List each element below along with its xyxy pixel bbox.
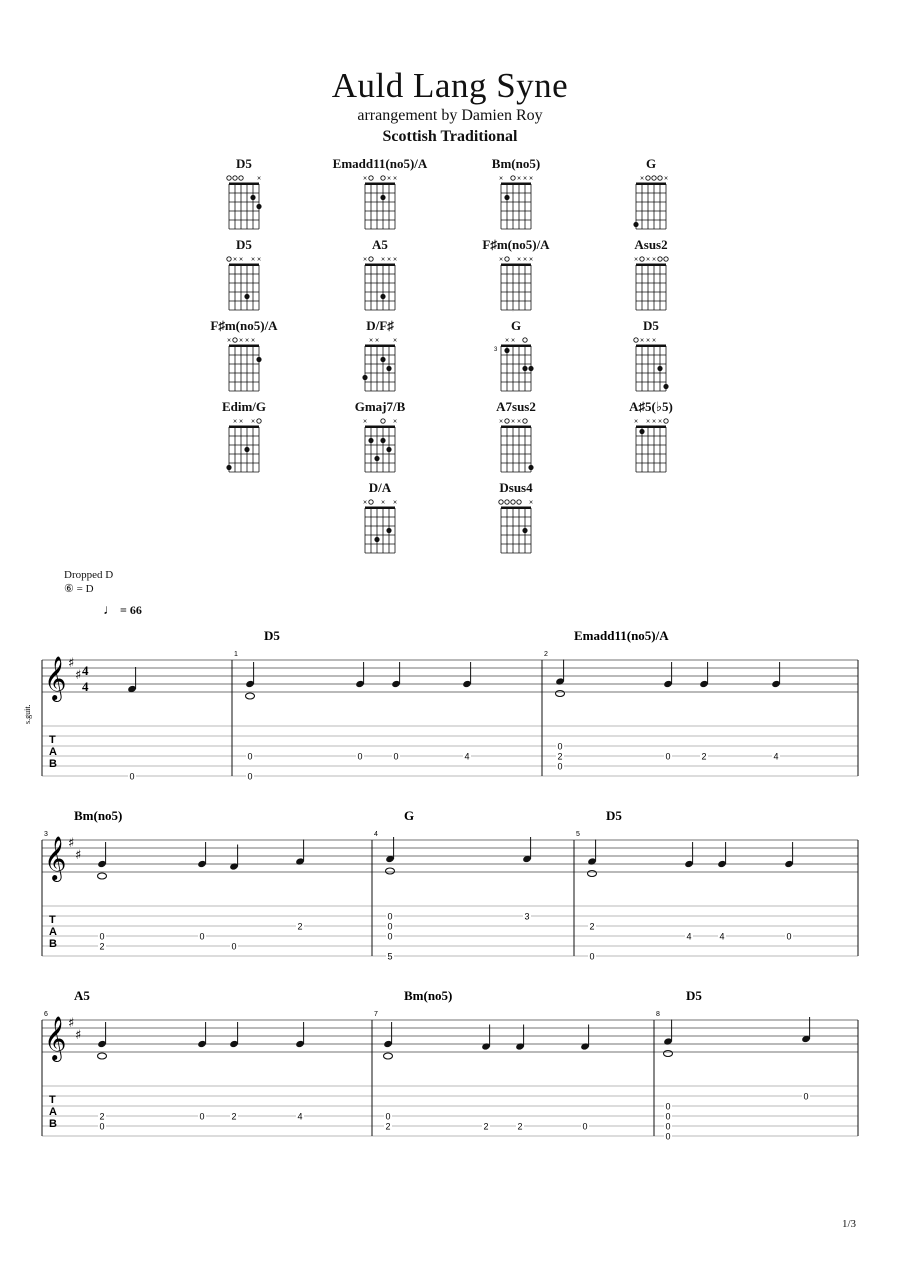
svg-text:♯: ♯ xyxy=(75,1028,82,1043)
svg-text:B: B xyxy=(49,1118,57,1130)
svg-text:D5: D5 xyxy=(606,808,622,823)
composer: Scottish Traditional xyxy=(382,128,518,145)
svg-text:2: 2 xyxy=(544,651,548,658)
svg-text:×: × xyxy=(645,337,651,345)
svg-text:×: × xyxy=(633,418,639,426)
svg-text:×: × xyxy=(522,256,528,264)
svg-text:2: 2 xyxy=(99,941,105,952)
chord-name: D/A xyxy=(368,480,392,495)
svg-text:×: × xyxy=(645,256,651,264)
svg-text:5: 5 xyxy=(576,831,580,838)
tempo-value: = 66 xyxy=(120,603,142,617)
svg-text:T: T xyxy=(49,734,56,746)
svg-text:×: × xyxy=(516,418,522,426)
svg-text:T: T xyxy=(49,1094,56,1106)
chord-name: Asus2 xyxy=(634,237,668,252)
svg-text:2: 2 xyxy=(517,1121,523,1132)
svg-text:×: × xyxy=(374,337,380,345)
svg-text:D5: D5 xyxy=(264,628,280,643)
svg-text:0: 0 xyxy=(589,951,595,962)
svg-text:0: 0 xyxy=(231,941,237,952)
svg-text:×: × xyxy=(528,499,534,507)
chord-name: D5 xyxy=(643,318,659,333)
svg-text:♯: ♯ xyxy=(68,1016,75,1031)
svg-text:Bm(no5): Bm(no5) xyxy=(404,988,453,1003)
svg-text:×: × xyxy=(392,499,398,507)
svg-text:×: × xyxy=(510,418,516,426)
svg-text:0: 0 xyxy=(387,911,393,922)
svg-text:×: × xyxy=(250,418,256,426)
svg-text:0: 0 xyxy=(582,1121,588,1132)
svg-text:0: 0 xyxy=(557,741,563,752)
svg-text:2: 2 xyxy=(385,1121,391,1132)
chord-name: D5 xyxy=(236,156,252,171)
svg-text:×: × xyxy=(498,418,504,426)
svg-text:♯: ♯ xyxy=(68,656,75,671)
svg-text:3: 3 xyxy=(494,347,498,353)
svg-text:×: × xyxy=(522,175,528,183)
svg-text:D5: D5 xyxy=(686,988,702,1003)
svg-text:7: 7 xyxy=(374,1011,378,1018)
svg-text:×: × xyxy=(380,256,386,264)
chord-name: Bm(no5) xyxy=(491,156,541,171)
svg-text:×: × xyxy=(362,175,368,183)
svg-text:×: × xyxy=(528,256,534,264)
svg-text:s.guit.: s.guit. xyxy=(23,704,32,724)
svg-text:6: 6 xyxy=(44,1011,48,1018)
svg-text:B: B xyxy=(49,938,57,950)
svg-text:4: 4 xyxy=(297,1111,303,1122)
svg-text:2: 2 xyxy=(483,1121,489,1132)
svg-text:T: T xyxy=(49,914,56,926)
svg-text:×: × xyxy=(516,175,522,183)
svg-text:0: 0 xyxy=(665,1101,671,1112)
svg-text:0: 0 xyxy=(665,1131,671,1142)
svg-text:2: 2 xyxy=(99,1111,105,1122)
chord-name: Dsus4 xyxy=(499,480,533,495)
page-number: 1/3 xyxy=(841,1218,856,1230)
svg-text:G: G xyxy=(404,808,415,823)
svg-text:×: × xyxy=(256,256,262,264)
svg-text:4: 4 xyxy=(464,751,470,762)
svg-text:4: 4 xyxy=(719,931,725,942)
svg-text:×: × xyxy=(386,256,392,264)
svg-text:×: × xyxy=(232,256,238,264)
svg-text:0: 0 xyxy=(99,931,105,942)
svg-text:×: × xyxy=(362,499,368,507)
svg-text:×: × xyxy=(498,175,504,183)
svg-text:3: 3 xyxy=(44,831,48,838)
svg-text:A: A xyxy=(49,746,57,758)
svg-text:×: × xyxy=(528,175,534,183)
system xyxy=(42,988,858,1142)
svg-text:×: × xyxy=(232,418,238,426)
svg-text:×: × xyxy=(651,337,657,345)
chord-name: D5 xyxy=(236,237,252,252)
svg-text:×: × xyxy=(256,175,262,183)
svg-text:0: 0 xyxy=(665,751,671,762)
svg-text:A: A xyxy=(49,1106,57,1118)
svg-text:A5: A5 xyxy=(74,988,90,1003)
chord-name: A7sus2 xyxy=(496,399,536,414)
svg-text:0: 0 xyxy=(786,931,792,942)
svg-text:×: × xyxy=(392,175,398,183)
quarter-note-icon: ♩ xyxy=(103,603,117,618)
svg-text:×: × xyxy=(392,337,398,345)
svg-text:×: × xyxy=(651,418,657,426)
svg-text:2: 2 xyxy=(231,1111,237,1122)
system xyxy=(42,808,858,962)
svg-text:×: × xyxy=(504,337,510,345)
svg-text:×: × xyxy=(362,256,368,264)
chord-name: D/F♯ xyxy=(366,318,394,333)
chord-name: Emadd11(no5)/A xyxy=(332,156,428,171)
svg-text:4: 4 xyxy=(82,663,89,678)
svg-text:5: 5 xyxy=(387,951,393,962)
svg-text:Emadd11(no5)/A: Emadd11(no5)/A xyxy=(574,628,669,643)
svg-text:4: 4 xyxy=(686,931,692,942)
svg-text:×: × xyxy=(368,337,374,345)
svg-text:2: 2 xyxy=(701,751,707,762)
svg-text:×: × xyxy=(510,337,516,345)
svg-text:×: × xyxy=(238,337,244,345)
svg-text:0: 0 xyxy=(129,771,135,782)
svg-text:×: × xyxy=(238,418,244,426)
svg-text:0: 0 xyxy=(247,751,253,762)
chord-name: Gmaj7/B xyxy=(354,399,406,414)
svg-text:𝄞: 𝄞 xyxy=(44,656,67,700)
svg-text:×: × xyxy=(362,418,368,426)
svg-text:B: B xyxy=(49,758,57,770)
svg-text:2: 2 xyxy=(297,921,303,932)
chord-name: A♯5(♭5) xyxy=(629,399,673,414)
svg-text:×: × xyxy=(380,499,386,507)
svg-text:0: 0 xyxy=(665,1111,671,1122)
chord-name: Edim/G xyxy=(221,399,267,414)
svg-text:×: × xyxy=(238,256,244,264)
svg-text:×: × xyxy=(516,256,522,264)
svg-text:×: × xyxy=(657,418,663,426)
song-title: Auld Lang Syne xyxy=(331,66,569,105)
tuning-string-note: ⑥ = D xyxy=(64,583,94,595)
svg-text:×: × xyxy=(639,337,645,345)
svg-text:0: 0 xyxy=(199,931,205,942)
svg-text:×: × xyxy=(392,256,398,264)
svg-text:×: × xyxy=(392,418,398,426)
svg-text:0: 0 xyxy=(99,1121,105,1132)
svg-text:×: × xyxy=(244,337,250,345)
svg-text:8: 8 xyxy=(656,1011,660,1018)
svg-text:×: × xyxy=(645,418,651,426)
svg-text:𝄞: 𝄞 xyxy=(44,836,67,880)
svg-text:0: 0 xyxy=(199,1111,205,1122)
system xyxy=(23,628,858,782)
svg-text:0: 0 xyxy=(803,1091,809,1102)
tuning-name: Dropped D xyxy=(64,569,114,581)
arrangement-credit: arrangement by Damien Roy xyxy=(357,107,543,124)
svg-text:2: 2 xyxy=(557,751,563,762)
svg-text:0: 0 xyxy=(247,771,253,782)
chord-name: F♯m(no5)/A xyxy=(482,237,550,252)
svg-text:0: 0 xyxy=(557,761,563,772)
svg-text:𝄞: 𝄞 xyxy=(44,1016,67,1060)
svg-text:4: 4 xyxy=(82,679,89,694)
svg-text:0: 0 xyxy=(387,931,393,942)
svg-text:Bm(no5): Bm(no5) xyxy=(74,808,123,823)
svg-text:×: × xyxy=(633,256,639,264)
chord-name: A5 xyxy=(372,237,388,252)
svg-text:×: × xyxy=(386,175,392,183)
svg-text:×: × xyxy=(651,256,657,264)
svg-text:0: 0 xyxy=(357,751,363,762)
svg-text:×: × xyxy=(663,175,669,183)
svg-text:0: 0 xyxy=(387,921,393,932)
chord-name: F♯m(no5)/A xyxy=(210,318,278,333)
svg-text:×: × xyxy=(639,175,645,183)
svg-text:0: 0 xyxy=(665,1121,671,1132)
svg-text:♯: ♯ xyxy=(75,668,82,683)
svg-text:1: 1 xyxy=(234,651,238,658)
svg-text:4: 4 xyxy=(374,831,378,838)
svg-text:×: × xyxy=(226,337,232,345)
svg-text:4: 4 xyxy=(773,751,779,762)
chord-name: G xyxy=(645,156,657,171)
svg-text:×: × xyxy=(250,256,256,264)
svg-text:3: 3 xyxy=(524,911,530,922)
svg-text:×: × xyxy=(250,337,256,345)
svg-text:♯: ♯ xyxy=(75,848,82,863)
svg-text:×: × xyxy=(498,256,504,264)
svg-text:0: 0 xyxy=(385,1111,391,1122)
svg-text:A: A xyxy=(49,926,57,938)
svg-text:♯: ♯ xyxy=(68,836,75,851)
svg-text:0: 0 xyxy=(393,751,399,762)
chord-name: G xyxy=(510,318,522,333)
svg-text:2: 2 xyxy=(589,921,595,932)
